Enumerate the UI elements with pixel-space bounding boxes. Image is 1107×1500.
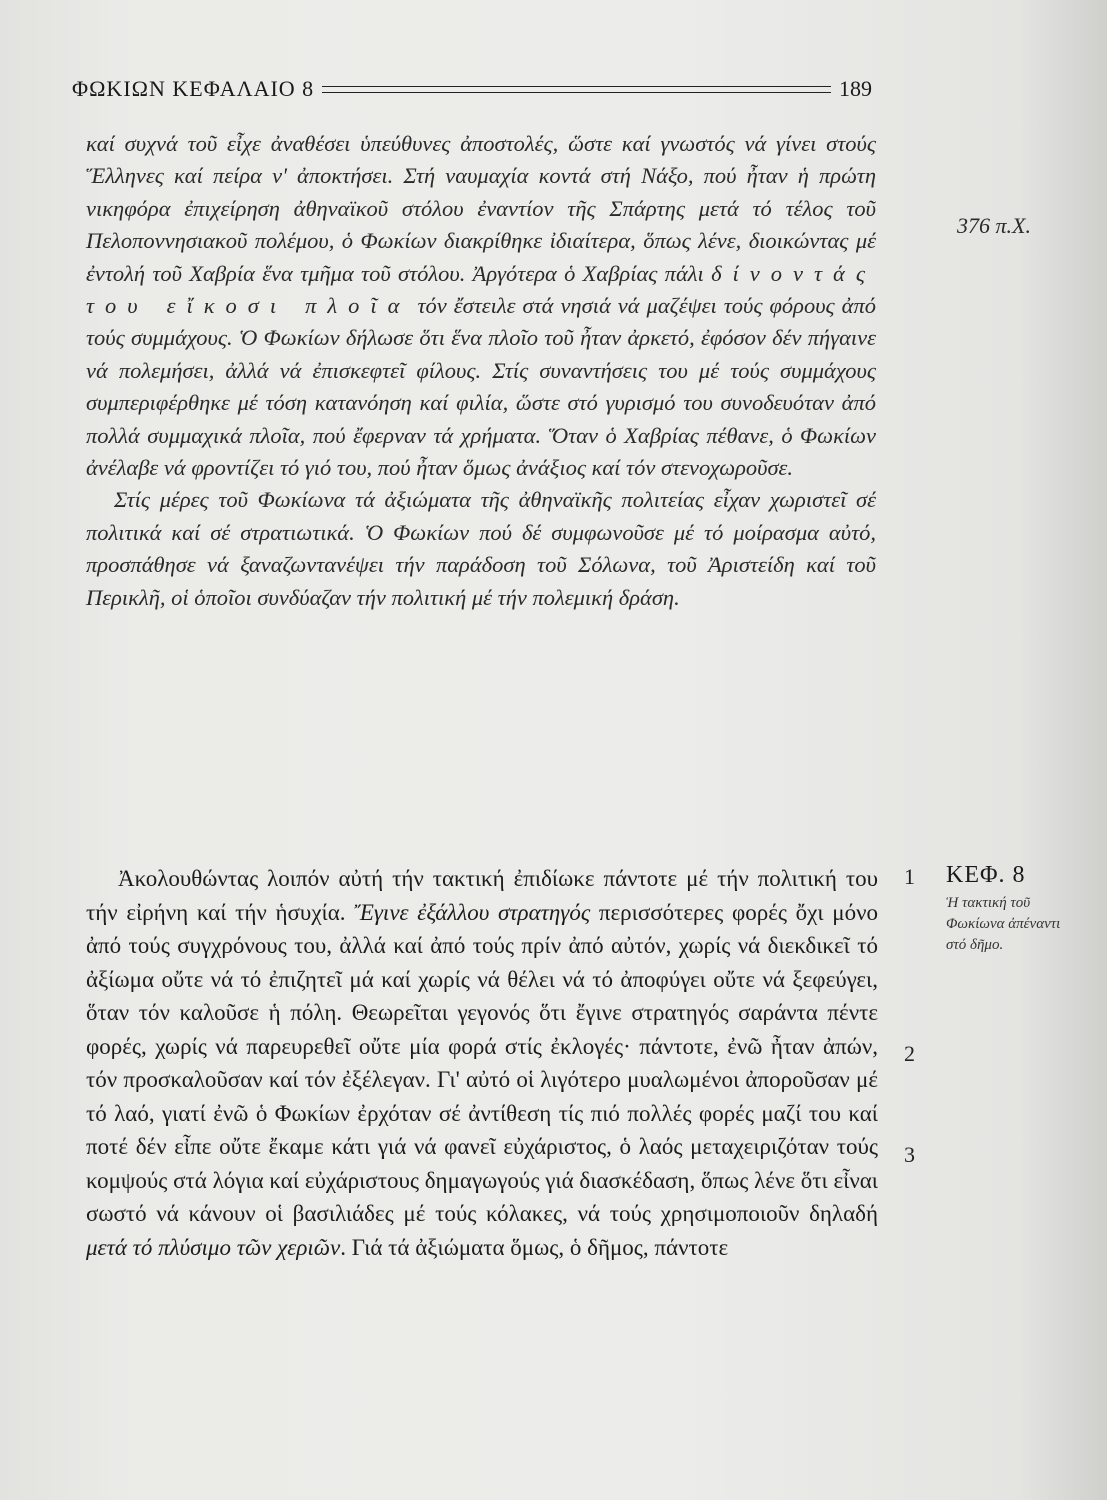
main-text	[86, 862, 878, 1264]
spaced-emphasis: δίνοντάς του εἴκοσι πλοῖα	[86, 260, 876, 319]
chapter-title: ΦΩΚΙΩΝ ΚΕΦΑΛΑΙΟ 8	[72, 76, 315, 101]
margin-date-note: 376 π.Χ.	[957, 213, 1031, 238]
main-italic-1: Ἔγινε ἐξάλλου στρατηγός	[354, 899, 591, 925]
italic-narrative	[86, 128, 876, 614]
main-text-part3: . Γιά τά ἀξιώματα ὅμως, ὁ δῆμος, πάντοτε	[340, 1234, 729, 1260]
section-number-3: 3	[904, 1142, 915, 1167]
italic-text-part2: τόν ἔστειλε στά νησιά νά μαζέψει τούς φόρους ἀπό τούς συμμάχους. Ὁ Φωκίων δήλωσε ὅτι ἕνα πλοῖο τοῦ ἦταν ἀρκετό, ἐφόσον δέν πήγαινε νά πολεμήσει, ἀλλά νά ἐπισκεφτεῖ φίλους. Στίς συναντήσεις του μέ τούς συμμάχους συμπεριφέρθηκε μέ τόση κατανόηση καί φιλία, ὥστε στό γυρισμό του συνοδευόταν ἀπό πολλά συμμαχικά πλοῖα, πού ἔφερναν τά χρήματα. Ὅταν ὁ Χαβρίας πέθανε, ὁ Φωκίων ἀνέλαβε νά φροντίζει τό γιό του, πού ἦταν ὅμως ἀνάξιος καί τόν στενοχωροῦσε.	[86, 293, 876, 481]
main-paragraph	[86, 862, 878, 1264]
section-number-1: 1	[904, 864, 915, 889]
side-heading	[946, 862, 1076, 956]
italic-text-part1: καί συχνά τοῦ εἶχε ἀναθέσει ὑπεύθυνες ἀποστολές, ὥστε καί γνωστός νά γίνει στούς Ἕλληνες καί πείρα ν' ἀποκτήσει. Στή ναυμαχία κοντά στή Νάξο, πού ἦταν ἡ πρώτη νικηφόρα ἐπιχείρηση ἀθηναϊκοῦ στόλου ἐναντίον τῆς Σπάρτης μετά τό τέλος τοῦ Πελοποννησιακοῦ πολέμου, ὁ Φωκίων διακρίθηκε ἰδιαίτερα, ὅπως λένε, διοικώντας μέ ἐντολή τοῦ Χαβρία ἕνα τμῆμα τοῦ στόλου. Ἀργότερα ὁ Χαβρίας πάλι	[86, 131, 876, 286]
main-italic-2: μετά τό πλύσιμο τῶν χεριῶν	[86, 1234, 341, 1260]
page-number: 189	[839, 76, 872, 101]
side-note: Ἡ τακτική τοῦ Φωκίωνα ἀπέναντι στό δῆμο.	[946, 895, 1061, 953]
header-rule	[322, 86, 831, 93]
side-chapter-label: ΚΕΦ. 8	[946, 862, 1026, 888]
running-header	[72, 72, 872, 106]
main-text-part1: Ἀκολουθώντας λοιπόν αὐτή τήν τακτική ἐπιδίωκε πάντοτε μέ τήν πολιτική του τήν εἰρήνη καί τήν ἡσυχία.	[86, 866, 878, 925]
main-text-part2: περισσότερες φορές ὄχι μόνο ἀπό τούς συγχρόνους του, ἀλλά καί ἀπό τούς πρίν ἀπό αὐτόν, χωρίς νά διεκδικεῖ τό ἀξίωμα οὔτε νά τό ἐπιζητεῖ μά καί χωρίς νά θέλει νά τό ἀποφύγει οὔτε νά ξεφεύγει, ὅταν τόν καλοῦσε ἡ πόλη. Θεωρεῖται γεγονός ὅτι ἔγινε στρατηγός σαράντα πέντε φορές, χωρίς νά παρευρεθεῖ οὔτε μία φορά στίς ἐκλογές· πάντοτε, ἐνῶ ἦταν ἀπών, τόν προσκαλοῦσαν καί τόν ἐξέλεγαν. Γι' αὐτό οἱ λιγότερο μυαλωμένοι ἀποροῦσαν μέ τό λαό, γιατί ἐνῶ ὁ Φωκίων ἐρχόταν σέ ἀντίθεση τίς πιό πολλές φορές μαζί του καί ποτέ δέν εἶπε οὔτε ἔκαμε κάτι γιά νά φανεῖ εὐχάριστος, ὁ λαός μεταχειριζόταν τούς κομψούς στά λόγια καί εὐχάριστους δημαγωγούς γιά διασκέδαση, ὅπως λένε ὅτι εἶναι σωστό νά κάνουν οἱ βασιλιάδες μέ τούς κόλακες, νά τούς χρησιμοποιοῦν δηλαδή	[86, 899, 878, 1226]
italic-paragraph-1	[86, 128, 876, 484]
section-number-2: 2	[904, 1041, 915, 1066]
italic-paragraph-2: Στίς μέρες τοῦ Φωκίωνα τά ἀξιώματα τῆς ἀθηναϊκῆς πολιτείας εἶχαν χωριστεῖ σέ πολιτικά καί σέ στρατιωτικά. Ὁ Φωκίων πού δέ συμφωνοῦσε μέ τό μοίρασμα αὐτό, προσπάθησε νά ξαναζωντανέψει τήν παράδοση τοῦ Σόλωνα, τοῦ Ἀριστείδη καί τοῦ Περικλῆ, οἱ ὁποῖοι συνδύαζαν τήν πολιτική μέ τήν πολεμική δράση.	[86, 487, 876, 610]
